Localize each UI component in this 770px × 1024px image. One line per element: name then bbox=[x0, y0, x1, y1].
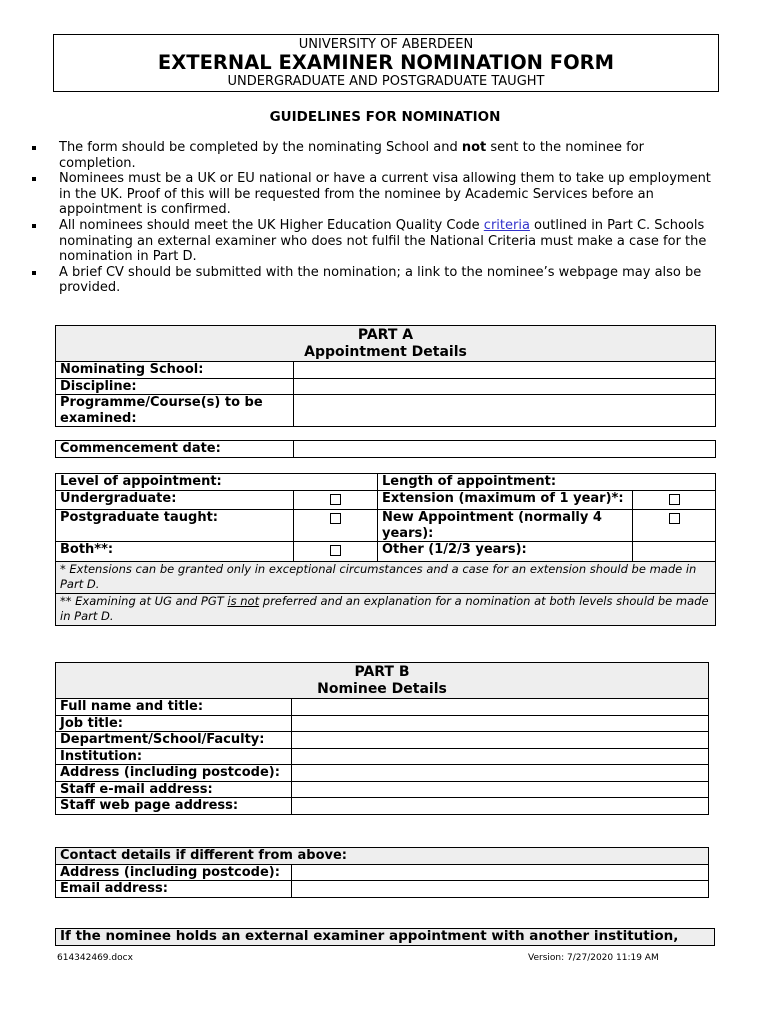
guideline-item: The form should be completed by the nominating School and not sent to the nominee for completion. bbox=[28, 140, 718, 171]
commencement-table bbox=[55, 440, 716, 458]
part-b-subheading: Nominee Details bbox=[317, 681, 447, 697]
bullet-icon bbox=[32, 271, 36, 275]
other-institution-table bbox=[55, 928, 715, 946]
other-institution-label: If the nominee holds an external examiner appointment with another institution, bbox=[56, 929, 715, 946]
staff-web-label: Staff web page address: bbox=[56, 798, 292, 815]
programme-label: Programme/Course(s) to be examined: bbox=[56, 395, 294, 427]
extension-note: * Extensions can be granted only in exceptional circumstances and a case for an extension should be made in Part D. bbox=[56, 561, 716, 593]
part-a-table bbox=[55, 325, 716, 427]
university-name: UNIVERSITY OF ABERDEEN bbox=[298, 37, 474, 52]
undergraduate-label: Undergraduate: bbox=[56, 490, 294, 510]
extension-checkbox[interactable] bbox=[669, 494, 680, 505]
footer-version: Version: 7/27/2020 11:19 AM bbox=[528, 953, 659, 963]
contact-address-field[interactable] bbox=[292, 864, 709, 881]
form-title: EXTERNAL EXAMINER NOMINATION FORM bbox=[157, 51, 615, 74]
staff-email-field[interactable] bbox=[292, 781, 709, 798]
criteria-link[interactable]: criteria bbox=[483, 217, 530, 233]
part-b-heading: PART B bbox=[354, 664, 410, 680]
undergraduate-checkbox[interactable] bbox=[330, 494, 341, 505]
other-field[interactable] bbox=[633, 542, 716, 562]
bullet-icon bbox=[32, 177, 36, 181]
contact-address-label: Address (including postcode): bbox=[56, 864, 292, 881]
contact-email-label: Email address: bbox=[56, 881, 292, 898]
staff-email-label: Staff e-mail address: bbox=[56, 781, 292, 798]
contact-details-heading: Contact details if different from above: bbox=[56, 848, 709, 865]
institution-label: Institution: bbox=[56, 748, 292, 765]
both-checkbox[interactable] bbox=[330, 545, 341, 556]
guidelines-title: GUIDELINES FOR NOMINATION bbox=[269, 109, 501, 125]
job-title-label: Job title: bbox=[56, 715, 292, 732]
guidelines-list bbox=[28, 140, 718, 296]
bullet-icon bbox=[32, 224, 36, 228]
nominating-school-field[interactable] bbox=[294, 362, 716, 379]
new-appointment-checkbox[interactable] bbox=[669, 513, 680, 524]
commencement-field[interactable] bbox=[294, 441, 716, 458]
guideline-item: Nominees must be a UK or EU national or have a current visa allowing them to take up employment in the UK. Proof of this will be requested from the nominee by Academic Services before an appointment is confirmed. bbox=[28, 171, 718, 218]
footer-filename: 614342469.docx bbox=[57, 953, 133, 963]
address-field[interactable] bbox=[292, 765, 709, 782]
extension-label: Extension (maximum of 1 year)*: bbox=[378, 490, 633, 510]
postgraduate-checkbox[interactable] bbox=[330, 513, 341, 524]
address-label: Address (including postcode): bbox=[56, 765, 292, 782]
discipline-label: Discipline: bbox=[56, 378, 294, 395]
department-field[interactable] bbox=[292, 732, 709, 749]
guideline-item: All nominees should meet the UK Higher Education Quality Code criteria outlined in Part C. Schools nominating an external examiner who does not fulfil the National Criteria must make a case for the nomination in Part D. bbox=[28, 218, 718, 265]
contact-details-table bbox=[55, 847, 709, 898]
both-label: Both**: bbox=[56, 542, 294, 562]
part-a-heading: PART A bbox=[357, 327, 414, 343]
full-name-field[interactable] bbox=[292, 699, 709, 716]
discipline-field[interactable] bbox=[294, 378, 716, 395]
department-label: Department/School/Faculty: bbox=[56, 732, 292, 749]
institution-field[interactable] bbox=[292, 748, 709, 765]
length-label: Length of appointment: bbox=[378, 474, 716, 491]
other-label: Other (1/2/3 years): bbox=[378, 542, 633, 562]
staff-web-field[interactable] bbox=[292, 798, 709, 815]
both-levels-note: ** Examining at UG and PGT is not preferred and an explanation for a nomination at both levels should be made in Part D. bbox=[56, 593, 716, 625]
programme-field[interactable] bbox=[294, 395, 716, 427]
form-header bbox=[53, 34, 719, 92]
part-b-table bbox=[55, 662, 709, 815]
new-appointment-label: New Appointment (normally 4 years): bbox=[378, 510, 633, 542]
job-title-field[interactable] bbox=[292, 715, 709, 732]
form-subtitle: UNDERGRADUATE AND POSTGRADUATE TAUGHT bbox=[227, 74, 545, 89]
contact-email-field[interactable] bbox=[292, 881, 709, 898]
bullet-icon bbox=[32, 146, 36, 150]
full-name-label: Full name and title: bbox=[56, 699, 292, 716]
postgraduate-label: Postgraduate taught: bbox=[56, 510, 294, 542]
nominating-school-label: Nominating School: bbox=[56, 362, 294, 379]
appointment-level-table bbox=[55, 473, 716, 626]
part-a-subheading: Appointment Details bbox=[304, 344, 467, 360]
guideline-item: A brief CV should be submitted with the nomination; a link to the nominee’s webpage may also be provided. bbox=[28, 265, 718, 296]
commencement-label: Commencement date: bbox=[56, 441, 294, 458]
level-label: Level of appointment: bbox=[56, 474, 378, 491]
